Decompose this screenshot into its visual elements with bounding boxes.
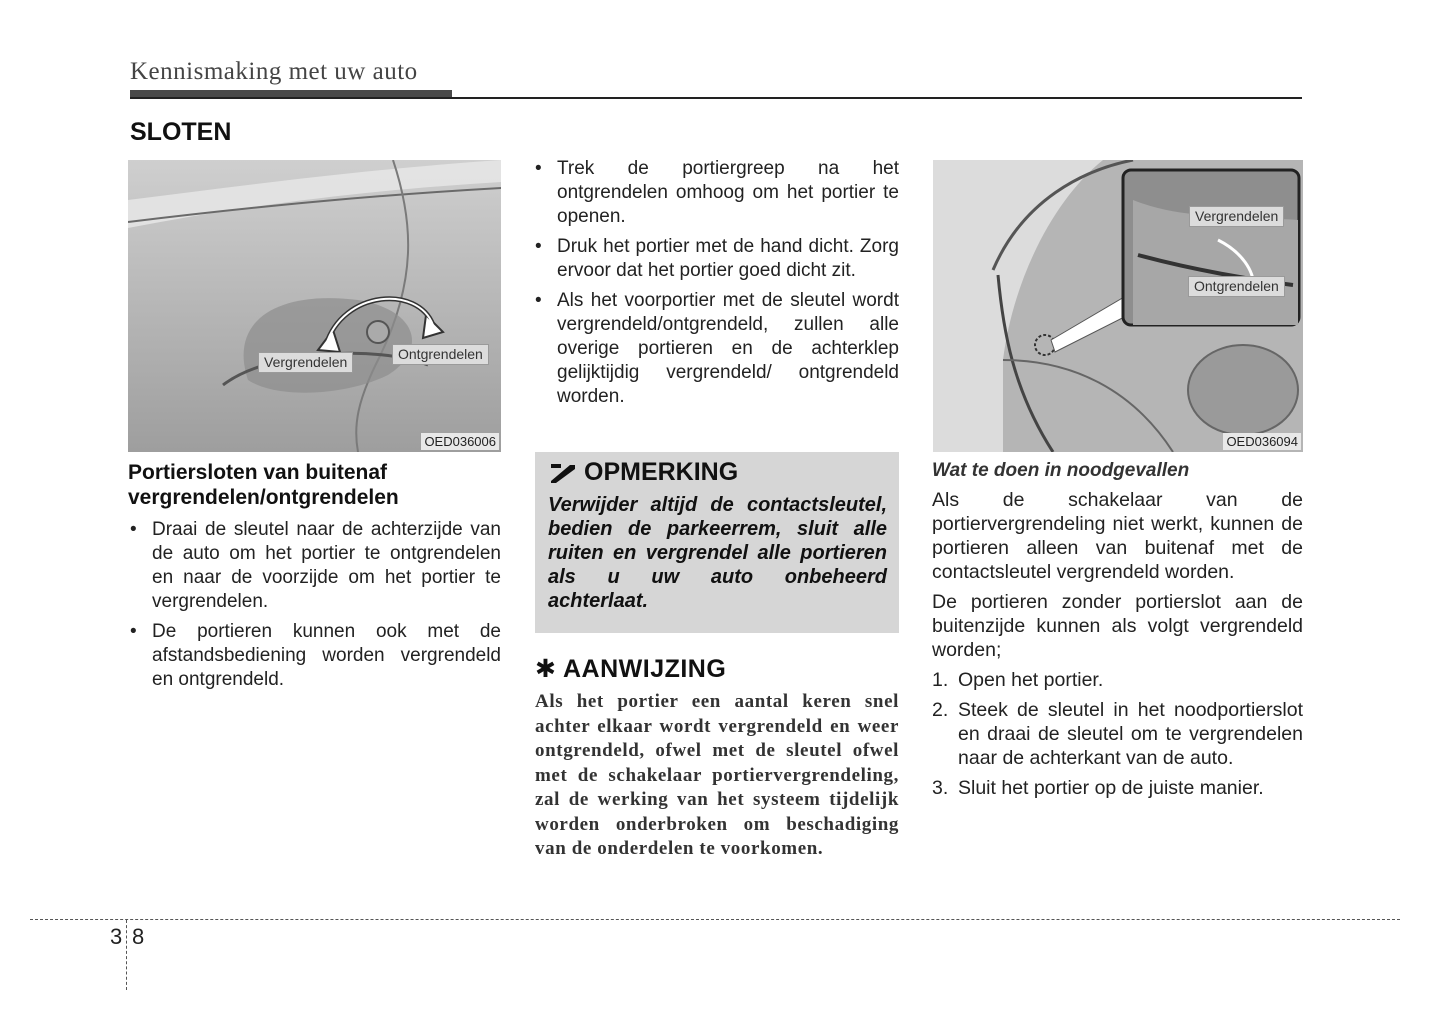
door-handle-illustration — [128, 160, 501, 452]
figure-code: OED036094 — [1223, 433, 1301, 450]
chapter-title: Kennismaking met uw auto — [130, 58, 418, 85]
page-section-number: 3 — [110, 924, 123, 949]
paragraph: Als de schakelaar van de portiervergrendeling niet werkt, kunnen de portieren alleen van buitenaf met de contactsleutel vergrendeld worden. — [932, 489, 1303, 583]
list-item: • De portieren kunnen ook met de afstandsbediening worden vergrendeld en ontgrendeld. — [128, 620, 501, 692]
unlock-direction-label: Ontgrendelen — [392, 344, 489, 365]
aanwijzing-text: Als het portier een aantal keren snel achter elkaar wordt vergrendeld en weer ontgrendeld, ofwel met de sleutel ofwel met de schakelaar portiervergrendeling, zal de werking van het systeem tijdelijk worden onderbroken om beschadiging van de onderdelen te voorkomen. — [535, 691, 899, 859]
header-rule — [130, 97, 1302, 99]
bullet-list — [128, 518, 501, 692]
column-3 — [932, 460, 1303, 806]
column-2 — [533, 157, 899, 415]
list-item: • Druk het portier met de hand dicht. Zorg ervoor dat het portier goed dicht zit. — [533, 235, 899, 283]
step-number: 3. — [932, 777, 949, 799]
subheading-line-1: Portiersloten van buitenaf — [128, 461, 388, 484]
step-text: Open het portier. — [958, 669, 1104, 691]
note-box — [535, 452, 899, 633]
step-text: Sluit het portier op de juiste manier. — [958, 777, 1264, 799]
asterisk-icon: ✱ — [535, 655, 557, 683]
note-text: Verwijder altijd de contactsleutel, bedien de parkeerrem, sluit alle ruiten en vergrendel alle portieren als u uw auto onbeheerd achterlaat. — [548, 494, 887, 612]
figure-code: OED036006 — [421, 433, 499, 450]
subheading-line-2: vergrendelen/ontgrendelen — [128, 486, 399, 509]
emergency-lock-illustration — [933, 160, 1303, 452]
note-title: OPMERKING — [584, 458, 739, 486]
pencil-note-icon — [548, 461, 578, 485]
bullet-list — [533, 157, 899, 409]
list-item — [932, 698, 1303, 770]
step-number: 1. — [932, 669, 949, 691]
emergency-lock-figure — [933, 160, 1303, 452]
unlock-direction-label: Ontgrendelen — [1188, 276, 1285, 297]
aanwijzing-block — [535, 654, 899, 862]
note-heading — [548, 458, 887, 487]
lock-direction-label: Vergrendelen — [258, 352, 353, 373]
step-number: 2. — [932, 699, 949, 721]
list-item: • Trek de portiergreep na het ontgrendelen omhoog om het portier te openen. — [533, 157, 899, 229]
step-text: Steek de sleutel in het noodportierslot en draai de sleutel om te vergrendelen naar de achterkant van de auto. — [958, 699, 1303, 769]
footer-rule — [30, 919, 1400, 920]
emergency-subheading: Wat te doen in noodgevallen — [932, 460, 1190, 481]
column-1 — [128, 460, 501, 698]
list-item — [932, 668, 1303, 692]
list-item: • Als het voorportier met de sleutel wordt vergrendeld/ontgrendeld, zullen alle overige portieren en de achterklep gelijktijdig vergrendeld/ ontgrendeld worden. — [533, 289, 899, 409]
page-number: 8 — [132, 924, 145, 949]
lock-direction-label: Vergrendelen — [1189, 206, 1284, 227]
section-title: SLOTEN — [130, 118, 232, 146]
aanwijzing-title: AANWIJZING — [562, 655, 727, 683]
list-item: • Draai de sleutel naar de achterzijde van de auto om het portier te ontgrendelen en naar de voorzijde om het portier te vergrendelen. — [128, 518, 501, 614]
footer-divider — [126, 920, 127, 990]
door-handle-figure — [128, 160, 501, 452]
paragraph: De portieren zonder portierslot aan de buitenzijde kunnen als volgt vergrendeld worden; — [932, 591, 1303, 661]
list-item — [932, 776, 1303, 800]
aanwijzing-heading — [535, 654, 899, 684]
steps-list — [932, 668, 1303, 800]
